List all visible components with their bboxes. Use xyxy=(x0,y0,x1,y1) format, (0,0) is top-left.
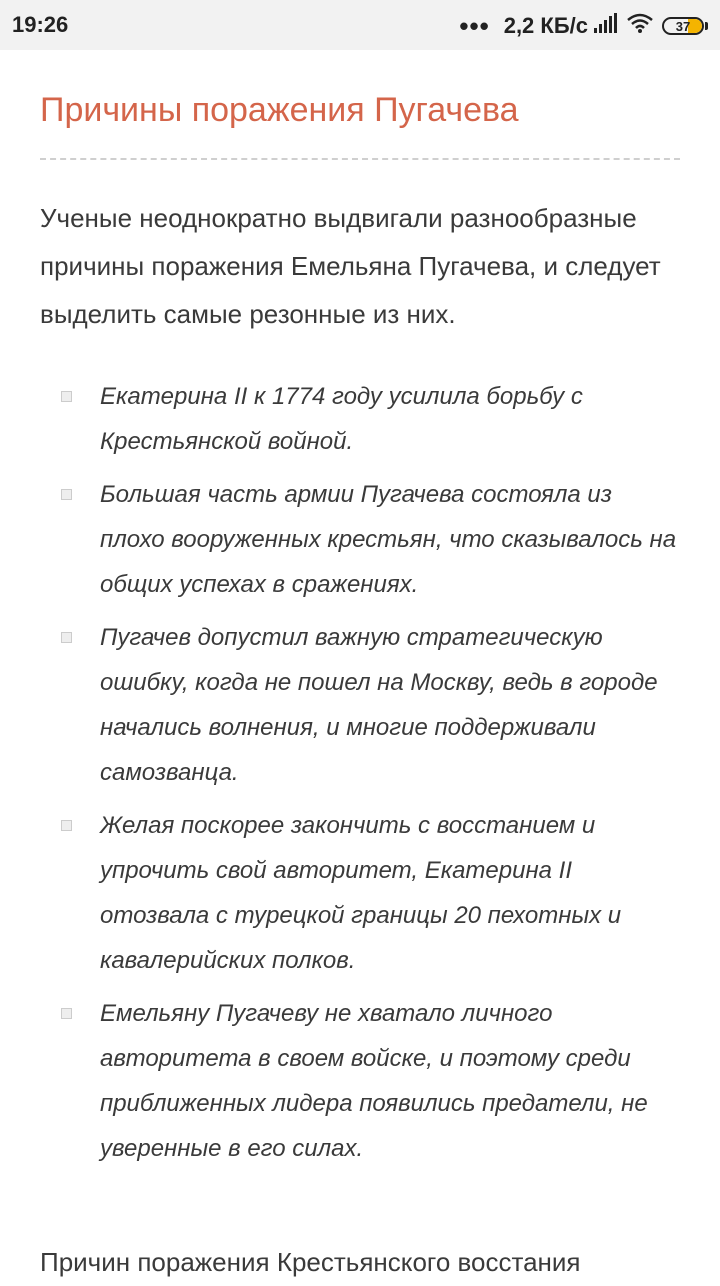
list-item xyxy=(40,803,680,983)
status-indicators xyxy=(459,12,708,40)
bullet-icon xyxy=(61,391,72,402)
page-title: Причины поражения Пугачева xyxy=(40,91,519,129)
status-bar xyxy=(0,0,720,50)
battery-tip xyxy=(705,22,708,30)
reasons-list xyxy=(40,374,680,1171)
list-item xyxy=(40,991,680,1171)
intro-paragraph: Ученые неоднократно выдвигали разнообразные причины поражения Емельяна Пугачева, и следует выделить самые резонные из них. xyxy=(40,203,661,329)
list-item-text: Большая часть армии Пугачева состояла из плохо вооруженных крестьян, что сказывалось на общих успехах в сражениях. xyxy=(100,481,677,598)
status-time: 19:26 xyxy=(12,12,69,37)
list-item-text: Желая поскорее закончить с восстанием и упрочить свой авторитет, Екатерина II отозвала с турецкой границы 20 пехотных и кавалерийских полков. xyxy=(100,812,622,974)
network-speed: 2,2 КБ/с xyxy=(503,13,588,38)
more-notifications-icon: ••• xyxy=(459,11,490,41)
list-item-text: Екатерина II к 1774 году усилила борьбу с Крестьянской войной. xyxy=(100,383,583,455)
bullet-icon xyxy=(61,632,72,643)
title-divider xyxy=(40,158,680,160)
list-item xyxy=(40,374,680,464)
battery-icon xyxy=(662,17,704,35)
wifi-icon xyxy=(626,13,654,39)
bullet-icon xyxy=(61,1008,72,1019)
next-paragraph: Причин поражения Крестьянского восстания xyxy=(40,1247,581,1277)
list-item xyxy=(40,472,680,607)
bullet-icon xyxy=(61,489,72,500)
signal-bars-icon xyxy=(594,13,618,39)
list-item-text: Пугачев допустил важную стратегическую ошибку, когда не пошел на Москву, ведь в городе начались волнения, и многие поддерживали самозванца. xyxy=(100,624,658,786)
bullet-icon xyxy=(61,820,72,831)
list-item xyxy=(40,615,680,795)
battery-level: 37 xyxy=(675,18,691,34)
list-item-text: Емельяну Пугачеву не хватало личного авторитета в своем войске, и поэтому среди приближенных лидера появились предатели, не уверенные в его силах. xyxy=(100,1000,648,1162)
article-content xyxy=(0,50,720,1179)
